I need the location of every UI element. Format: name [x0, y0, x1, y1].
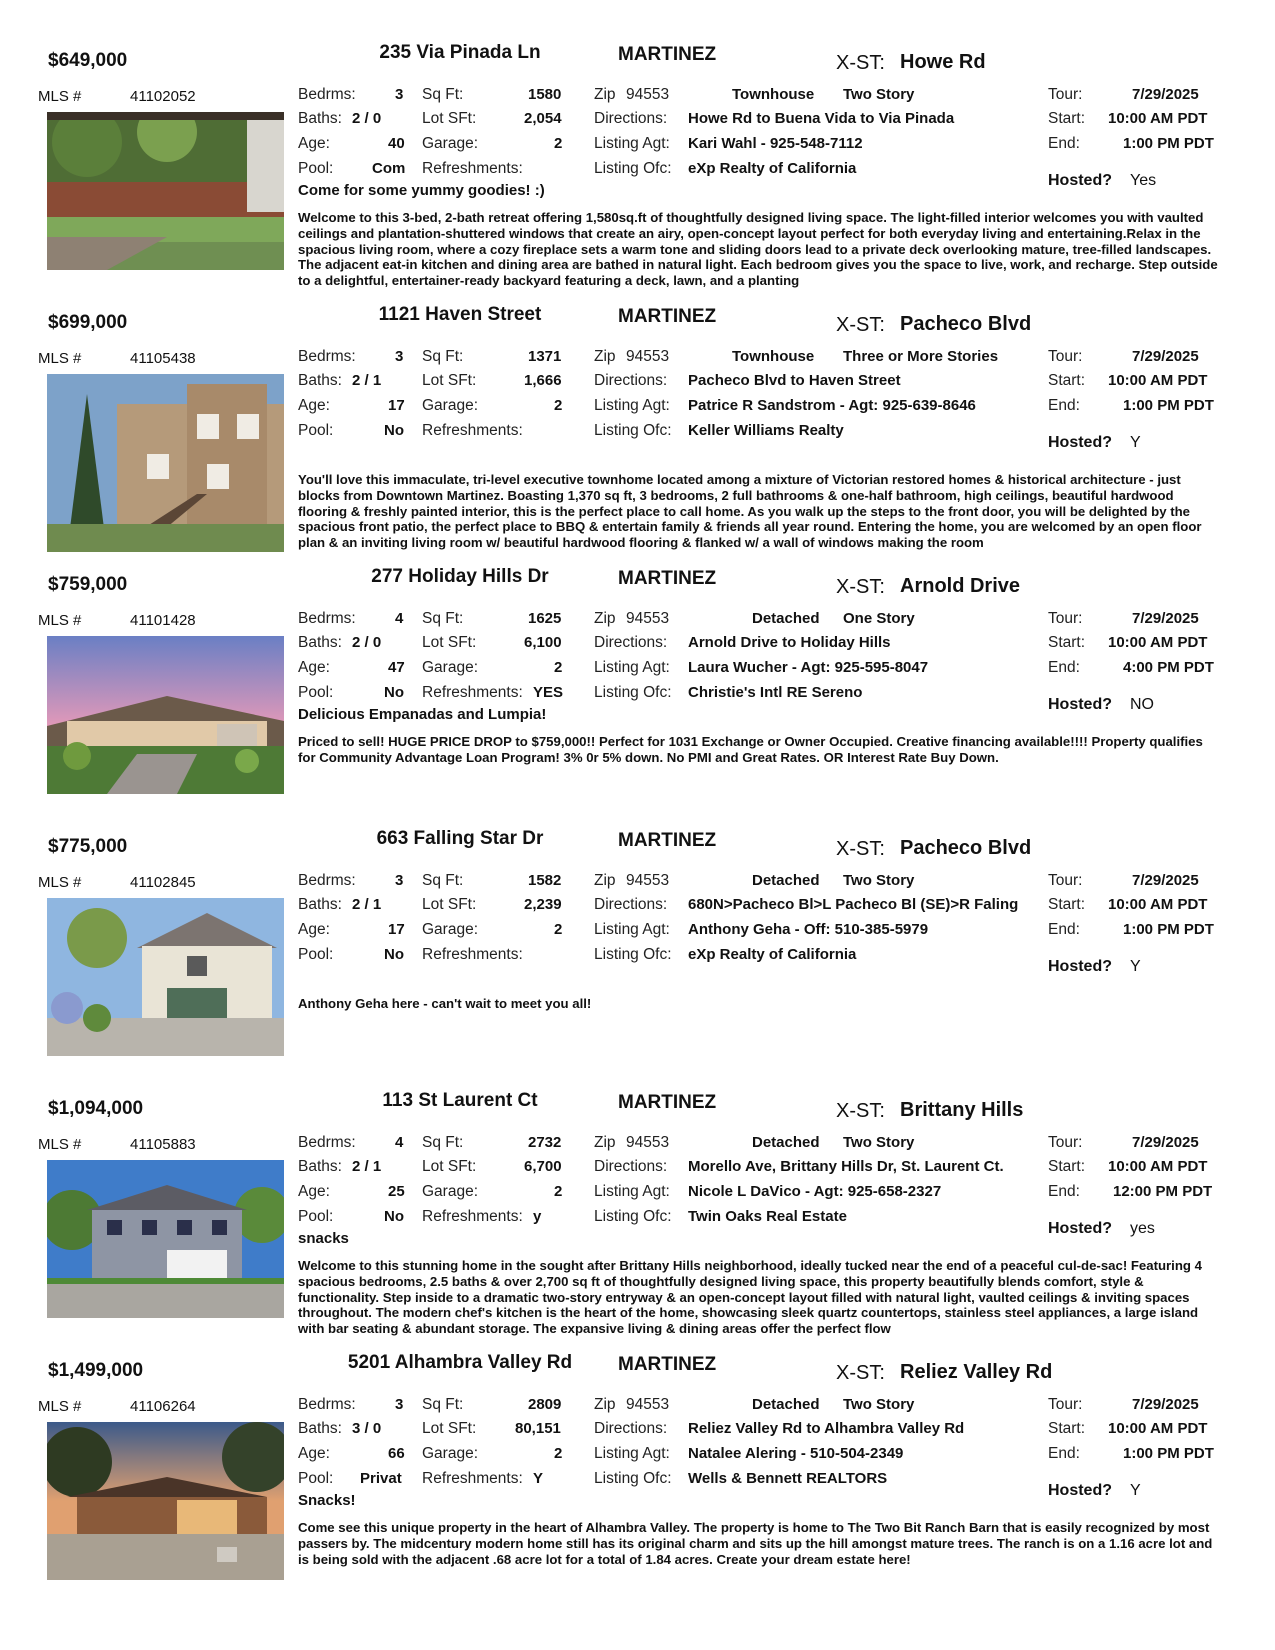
zip-label: Zip	[594, 348, 616, 365]
garage-value: 2	[554, 659, 563, 676]
property-type: Detached	[752, 1134, 820, 1151]
bedrooms-value: 4	[395, 610, 404, 627]
tour-label: Tour:	[1048, 1134, 1083, 1151]
listing-agent-label: Listing Agt:	[594, 1445, 670, 1462]
sqft-label: Sq Ft:	[422, 872, 464, 889]
listing-card	[0, 1340, 1275, 1600]
mls-label: MLS #	[38, 612, 82, 629]
zip-label: Zip	[594, 1134, 616, 1151]
lot-sqft-label: Lot SFt:	[422, 1158, 477, 1175]
mls-number: 41105438	[130, 350, 196, 367]
listing-agent-label: Listing Agt:	[594, 397, 670, 414]
tour-label: Tour:	[1048, 86, 1083, 103]
sqft-value: 1371	[528, 348, 562, 365]
listing-address: 235 Via Pinada Ln	[379, 42, 541, 63]
tour-date: 7/29/2025	[1132, 1134, 1199, 1151]
listing-office-value: Wells & Bennett REALTORS	[688, 1470, 888, 1487]
end-time: 1:00 PM PDT	[1123, 1445, 1214, 1462]
cross-street-label: X-ST:	[836, 838, 885, 860]
listing-address: 277 Holiday Hills Dr	[371, 566, 549, 587]
bedrooms-label: Bedrms:	[298, 1396, 356, 1413]
sqft-value: 2732	[528, 1134, 562, 1151]
baths-value: 2 / 1	[352, 372, 382, 389]
listing-description: You'll love this immaculate, tri-level executive townhome located among a mixture of Victorian restored homes & historical architecture - just blocks from Downtown Martinez. Boasting 1,370 sq ft, 3 bedrooms, 2 full bathrooms & one-half bathroom, high ceilings, beautiful hardwood flooring & freshly painted interior, this is the perfect place to call home. As you walk up the steps to the front door, you will be delighted by the spacious front patio, the perfect place to BBQ & entertain family & friends all year round. Entering the home, you are welcomed by an open floor plan & an inviting living room w/ beautiful hardwood flooring & flanked w/ a wall of windows making the room	[298, 472, 1202, 551]
pool-label: Pool:	[298, 1208, 334, 1225]
lot-sqft-value: 80,151	[515, 1420, 561, 1437]
hosted-label: Hosted?	[1048, 958, 1112, 975]
lot-sqft-value: 2,054	[524, 110, 562, 127]
directions-label: Directions:	[594, 372, 668, 389]
listing-agent-value: Kari Wahl - 925-548-7112	[688, 135, 863, 152]
end-label: End:	[1048, 1445, 1080, 1462]
cross-street-value: Brittany Hills	[900, 1099, 1024, 1121]
cross-street-label: X-ST:	[836, 314, 885, 336]
listing-card	[0, 816, 1275, 1076]
garage-value: 2	[554, 1445, 563, 1462]
age-value: 17	[388, 397, 405, 414]
garage-label: Garage:	[422, 1445, 479, 1462]
pool-value: No	[384, 422, 404, 439]
pool-label: Pool:	[298, 1470, 334, 1487]
baths-value: 2 / 0	[352, 110, 382, 127]
directions-value: Reliez Valley Rd to Alhambra Valley Rd	[688, 1420, 965, 1437]
sqft-label: Sq Ft:	[422, 1396, 464, 1413]
refreshment-note: Snacks!	[298, 1492, 356, 1509]
listing-card	[0, 554, 1275, 814]
baths-label: Baths:	[298, 1420, 342, 1437]
age-value: 25	[388, 1183, 405, 1200]
listing-agent-label: Listing Agt:	[594, 135, 670, 152]
pool-label: Pool:	[298, 684, 334, 701]
refreshments-label: Refreshments:	[422, 946, 523, 963]
lot-sqft-value: 2,239	[524, 896, 562, 913]
pool-value: No	[384, 1208, 404, 1225]
listing-agent-value: Anthony Geha - Off: 510-385-5979	[688, 921, 929, 938]
hosted-value: Yes	[1130, 172, 1157, 189]
sqft-label: Sq Ft:	[422, 86, 464, 103]
listing-address: 5201 Alhambra Valley Rd	[347, 1352, 573, 1373]
start-time: 10:00 AM PDT	[1108, 110, 1208, 127]
mls-label: MLS #	[38, 1136, 82, 1153]
lot-sqft-label: Lot SFt:	[422, 634, 477, 651]
directions-value: Morello Ave, Brittany Hills Dr, St. Laurent Ct.	[688, 1158, 1004, 1175]
start-label: Start:	[1048, 110, 1086, 127]
bedrooms-label: Bedrms:	[298, 872, 356, 889]
listing-city: MARTINEZ	[618, 44, 717, 65]
listing-office-value: eXp Realty of California	[688, 160, 857, 177]
refreshments-label: Refreshments:	[422, 422, 523, 439]
listing-photo[interactable]	[47, 898, 284, 1056]
age-value: 40	[388, 135, 405, 152]
listing-price: $649,000	[48, 50, 128, 71]
directions-label: Directions:	[594, 1420, 668, 1437]
pool-value: No	[384, 946, 404, 963]
garage-value: 2	[554, 135, 563, 152]
pool-value: Privat	[360, 1470, 402, 1487]
lot-sqft-label: Lot SFt:	[422, 896, 477, 913]
listing-price: $759,000	[48, 574, 128, 595]
directions-value: Howe Rd to Buena Vida to Via Pinada	[688, 110, 955, 127]
mls-label: MLS #	[38, 88, 82, 105]
zip-value: 94553	[626, 610, 670, 627]
cross-street-value: Pacheco Blvd	[900, 313, 1032, 335]
baths-value: 2 / 1	[352, 1158, 382, 1175]
refreshments-label: Refreshments:	[422, 160, 523, 177]
listing-office-label: Listing Ofc:	[594, 160, 672, 177]
bedrooms-label: Bedrms:	[298, 1134, 356, 1151]
age-label: Age:	[298, 659, 330, 676]
mls-number: 41101428	[130, 612, 196, 629]
baths-label: Baths:	[298, 110, 342, 127]
directions-label: Directions:	[594, 1158, 668, 1175]
cross-street-value: Reliez Valley Rd	[900, 1361, 1053, 1383]
hosted-value: Y	[1130, 1482, 1141, 1499]
age-label: Age:	[298, 1445, 330, 1462]
garage-label: Garage:	[422, 397, 479, 414]
zip-label: Zip	[594, 86, 616, 103]
listing-office-value: Keller Williams Realty	[688, 422, 844, 439]
pool-label: Pool:	[298, 946, 334, 963]
bedrooms-label: Bedrms:	[298, 348, 356, 365]
refreshments-value: YES	[533, 684, 564, 701]
listing-address: 1121 Haven Street	[378, 304, 542, 325]
garage-label: Garage:	[422, 1183, 479, 1200]
end-label: End:	[1048, 135, 1080, 152]
end-time: 1:00 PM PDT	[1123, 397, 1214, 414]
sqft-value: 1625	[528, 610, 562, 627]
listing-photo[interactable]	[47, 374, 284, 552]
hosted-label: Hosted?	[1048, 696, 1112, 713]
zip-label: Zip	[594, 610, 616, 627]
listing-office-value: Christie's Intl RE Sereno	[688, 684, 863, 701]
listing-agent-label: Listing Agt:	[594, 659, 670, 676]
start-label: Start:	[1048, 372, 1086, 389]
age-label: Age:	[298, 397, 330, 414]
lot-sqft-label: Lot SFt:	[422, 372, 477, 389]
end-time: 1:00 PM PDT	[1123, 921, 1214, 938]
property-stories: Three or More Stories	[843, 348, 999, 365]
listing-city: MARTINEZ	[618, 568, 717, 589]
refreshments-label: Refreshments:	[422, 1208, 523, 1225]
baths-label: Baths:	[298, 1158, 342, 1175]
property-type: Detached	[752, 610, 820, 627]
listing-card	[0, 30, 1275, 290]
sqft-value: 1582	[528, 872, 562, 889]
mls-number: 41105883	[130, 1136, 196, 1153]
property-type: Detached	[752, 872, 820, 889]
listing-office-label: Listing Ofc:	[594, 1208, 672, 1225]
end-label: End:	[1048, 1183, 1080, 1200]
tour-label: Tour:	[1048, 872, 1083, 889]
listing-photo[interactable]	[47, 112, 284, 270]
listing-price: $1,094,000	[48, 1098, 144, 1119]
age-value: 17	[388, 921, 405, 938]
refreshment-note: snacks	[298, 1230, 349, 1247]
property-type: Detached	[752, 1396, 820, 1413]
listing-office-label: Listing Ofc:	[594, 422, 672, 439]
start-label: Start:	[1048, 1158, 1086, 1175]
mls-label: MLS #	[38, 874, 82, 891]
sqft-label: Sq Ft:	[422, 1134, 464, 1151]
lot-sqft-label: Lot SFt:	[422, 1420, 477, 1437]
listing-office-label: Listing Ofc:	[594, 1470, 672, 1487]
listing-photo[interactable]	[47, 1422, 284, 1580]
tour-label: Tour:	[1048, 348, 1083, 365]
listing-card	[0, 292, 1275, 552]
baths-value: 2 / 1	[352, 896, 382, 913]
garage-value: 2	[554, 397, 563, 414]
directions-label: Directions:	[594, 896, 668, 913]
end-time: 1:00 PM PDT	[1123, 135, 1214, 152]
hosted-value: yes	[1130, 1220, 1155, 1237]
cross-street-label: X-ST:	[836, 576, 885, 598]
age-label: Age:	[298, 135, 330, 152]
start-time: 10:00 AM PDT	[1108, 1158, 1208, 1175]
directions-label: Directions:	[594, 110, 668, 127]
mls-number: 41106264	[130, 1398, 196, 1415]
garage-label: Garage:	[422, 659, 479, 676]
end-label: End:	[1048, 397, 1080, 414]
zip-value: 94553	[626, 348, 670, 365]
tour-label: Tour:	[1048, 1396, 1083, 1413]
baths-value: 3 / 0	[352, 1420, 382, 1437]
bedrooms-value: 4	[395, 1134, 404, 1151]
listing-price: $1,499,000	[48, 1360, 144, 1381]
sqft-label: Sq Ft:	[422, 610, 464, 627]
bedrooms-label: Bedrms:	[298, 610, 356, 627]
zip-value: 94553	[626, 872, 670, 889]
tour-label: Tour:	[1048, 610, 1083, 627]
bedrooms-value: 3	[395, 1396, 404, 1413]
directions-value: 680N>Pacheco Bl>L Pacheco Bl (SE)>R Faling	[688, 896, 1019, 913]
listing-card	[0, 1078, 1275, 1338]
lot-sqft-value: 1,666	[524, 372, 562, 389]
listing-description: Welcome to this 3-bed, 2-bath retreat offering 1,580sq.ft of thoughtfully designed living space. The light-filled interior welcomes you with vaulted ceilings and plantation-shuttered windows that create an airy, open-concept layout perfect for both everyday living and entertaining.Relax in the spacious living room, where a cozy fireplace sets a warm tone and sliding doors lead to a private deck overlooking mature, tree-filled landscapes. The adjacent eat-in kitchen and dining area are bathed in natural light. Each bedroom gives you the space to live, work, and recharge. Step outside to a delightful, entertainer-ready backyard featuring a deck, lawn, and a planting	[298, 210, 1218, 289]
tour-date: 7/29/2025	[1132, 872, 1199, 889]
listing-city: MARTINEZ	[618, 306, 717, 327]
listing-photo[interactable]	[47, 636, 284, 794]
bedrooms-value: 3	[395, 348, 404, 365]
listing-city: MARTINEZ	[618, 1092, 717, 1113]
listing-price: $699,000	[48, 312, 128, 333]
garage-value: 2	[554, 1183, 563, 1200]
tour-date: 7/29/2025	[1132, 348, 1199, 365]
refreshment-note: Delicious Empanadas and Lumpia!	[298, 706, 547, 723]
end-time: 4:00 PM PDT	[1123, 659, 1214, 676]
property-type: Townhouse	[732, 86, 815, 103]
baths-value: 2 / 0	[352, 634, 382, 651]
start-time: 10:00 AM PDT	[1108, 1420, 1208, 1437]
tour-date: 7/29/2025	[1132, 610, 1199, 627]
listing-agent-label: Listing Agt:	[594, 921, 670, 938]
property-stories: One Story	[843, 610, 915, 627]
mls-number: 41102845	[130, 874, 196, 891]
listing-address: 113 St Laurent Ct	[382, 1090, 538, 1111]
listing-address: 663 Falling Star Dr	[376, 828, 544, 849]
mls-label: MLS #	[38, 350, 82, 367]
refreshments-label: Refreshments:	[422, 684, 523, 701]
zip-value: 94553	[626, 86, 670, 103]
sqft-value: 2809	[528, 1396, 562, 1413]
lot-sqft-value: 6,700	[524, 1158, 562, 1175]
start-label: Start:	[1048, 896, 1086, 913]
cross-street-value: Pacheco Blvd	[900, 837, 1032, 859]
property-stories: Two Story	[843, 86, 915, 103]
property-stories: Two Story	[843, 872, 915, 889]
listing-agent-value: Natalee Alering - 510-504-2349	[688, 1445, 904, 1462]
bedrooms-value: 3	[395, 86, 404, 103]
start-label: Start:	[1048, 634, 1086, 651]
listing-city: MARTINEZ	[618, 830, 717, 851]
listing-description: Priced to sell! HUGE PRICE DROP to $759,000!! Perfect for 1031 Exchange or Owner Occupied. Creative financing available!!!! Property qualifies for Community Advantage Loan Program! 3% 0r 5% down. No PMI and Great Rates. OR Interest Rate Buy Down.	[298, 734, 1203, 765]
listing-agent-label: Listing Agt:	[594, 1183, 670, 1200]
hosted-label: Hosted?	[1048, 434, 1112, 451]
directions-value: Arnold Drive to Holiday Hills	[688, 634, 891, 651]
listing-price: $775,000	[48, 836, 128, 857]
pool-value: No	[384, 684, 404, 701]
property-type: Townhouse	[732, 348, 815, 365]
tour-date: 7/29/2025	[1132, 86, 1199, 103]
listing-office-value: eXp Realty of California	[688, 946, 857, 963]
pool-value: Com	[372, 160, 406, 177]
end-label: End:	[1048, 921, 1080, 938]
start-time: 10:00 AM PDT	[1108, 896, 1208, 913]
age-value: 47	[388, 659, 405, 676]
hosted-label: Hosted?	[1048, 1220, 1112, 1237]
baths-label: Baths:	[298, 372, 342, 389]
bedrooms-label: Bedrms:	[298, 86, 356, 103]
listing-agent-value: Nicole L DaVico - Agt: 925-658-2327	[688, 1183, 942, 1200]
hosted-label: Hosted?	[1048, 172, 1112, 189]
refreshments-value: y	[533, 1208, 542, 1225]
end-label: End:	[1048, 659, 1080, 676]
end-time: 12:00 PM PDT	[1113, 1183, 1213, 1200]
cross-street-label: X-ST:	[836, 52, 885, 74]
mls-label: MLS #	[38, 1398, 82, 1415]
property-stories: Two Story	[843, 1134, 915, 1151]
zip-label: Zip	[594, 872, 616, 889]
listing-agent-value: Patrice R Sandstrom - Agt: 925-639-8646	[688, 397, 976, 414]
listing-description: Anthony Geha here - can't wait to meet you all!	[298, 996, 592, 1011]
zip-value: 94553	[626, 1134, 670, 1151]
pool-label: Pool:	[298, 422, 334, 439]
sqft-label: Sq Ft:	[422, 348, 464, 365]
garage-label: Garage:	[422, 921, 479, 938]
directions-label: Directions:	[594, 634, 668, 651]
listing-city: MARTINEZ	[618, 1354, 717, 1375]
mls-number: 41102052	[130, 88, 196, 105]
cross-street-value: Arnold Drive	[900, 575, 1021, 597]
refreshments-label: Refreshments:	[422, 1470, 523, 1487]
listing-office-label: Listing Ofc:	[594, 946, 672, 963]
baths-label: Baths:	[298, 896, 342, 913]
property-stories: Two Story	[843, 1396, 915, 1413]
garage-value: 2	[554, 921, 563, 938]
start-time: 10:00 AM PDT	[1108, 372, 1208, 389]
listing-office-label: Listing Ofc:	[594, 684, 672, 701]
bedrooms-value: 3	[395, 872, 404, 889]
refreshment-note: Come for some yummy goodies! :)	[298, 182, 545, 199]
hosted-value: Y	[1130, 434, 1141, 451]
hosted-value: NO	[1130, 696, 1154, 713]
listing-agent-value: Laura Wucher - Agt: 925-595-8047	[688, 659, 929, 676]
listing-description: Welcome to this stunning home in the sought after Brittany Hills neighborhood, ideally tucked near the end of a peaceful cul-de-sac! Featuring 4 spacious bedrooms, 2.5 baths & over 2,700 sq ft of thoughtfully designed living space, this property beautifully blends comfort, style & functionality. Step inside to a dramatic two-story entryway & an open-concept layout filled with natural light, vaulted ceilings & inviting spaces throughout. The modern chef's kitchen is the heart of the home, showcasing sleek quartz countertops, stainless steel appliances, a large island with bar seating & abundant storage. The expansive living & dining areas offer the perfect flow	[298, 1258, 1202, 1337]
start-time: 10:00 AM PDT	[1108, 634, 1208, 651]
cross-street-label: X-ST:	[836, 1362, 885, 1384]
lot-sqft-label: Lot SFt:	[422, 110, 477, 127]
age-label: Age:	[298, 1183, 330, 1200]
hosted-value: Y	[1130, 958, 1141, 975]
age-label: Age:	[298, 921, 330, 938]
sqft-value: 1580	[528, 86, 562, 103]
age-value: 66	[388, 1445, 405, 1462]
pool-label: Pool:	[298, 160, 334, 177]
hosted-label: Hosted?	[1048, 1482, 1112, 1499]
baths-label: Baths:	[298, 634, 342, 651]
zip-value: 94553	[626, 1396, 670, 1413]
listing-description: Come see this unique property in the heart of Alhambra Valley. The property is home to The Two Bit Ranch Barn that is easily recognized by most passers by. The midcentury modern home still has its original charm and sits up the hill amongst mature trees. The ranch is on a 1.16 acre lot and is being sold with the adjacent .68 acre lot for a total of 1.84 acres. Create your dream estate here!	[298, 1520, 1213, 1567]
listing-office-value: Twin Oaks Real Estate	[688, 1208, 847, 1225]
lot-sqft-value: 6,100	[524, 634, 562, 651]
directions-value: Pacheco Blvd to Haven Street	[688, 372, 901, 389]
listing-photo[interactable]	[47, 1160, 284, 1318]
start-label: Start:	[1048, 1420, 1086, 1437]
garage-label: Garage:	[422, 135, 479, 152]
tour-date: 7/29/2025	[1132, 1396, 1199, 1413]
zip-label: Zip	[594, 1396, 616, 1413]
refreshments-value: Y	[533, 1470, 544, 1487]
cross-street-value: Howe Rd	[900, 51, 986, 73]
cross-street-label: X-ST:	[836, 1100, 885, 1122]
